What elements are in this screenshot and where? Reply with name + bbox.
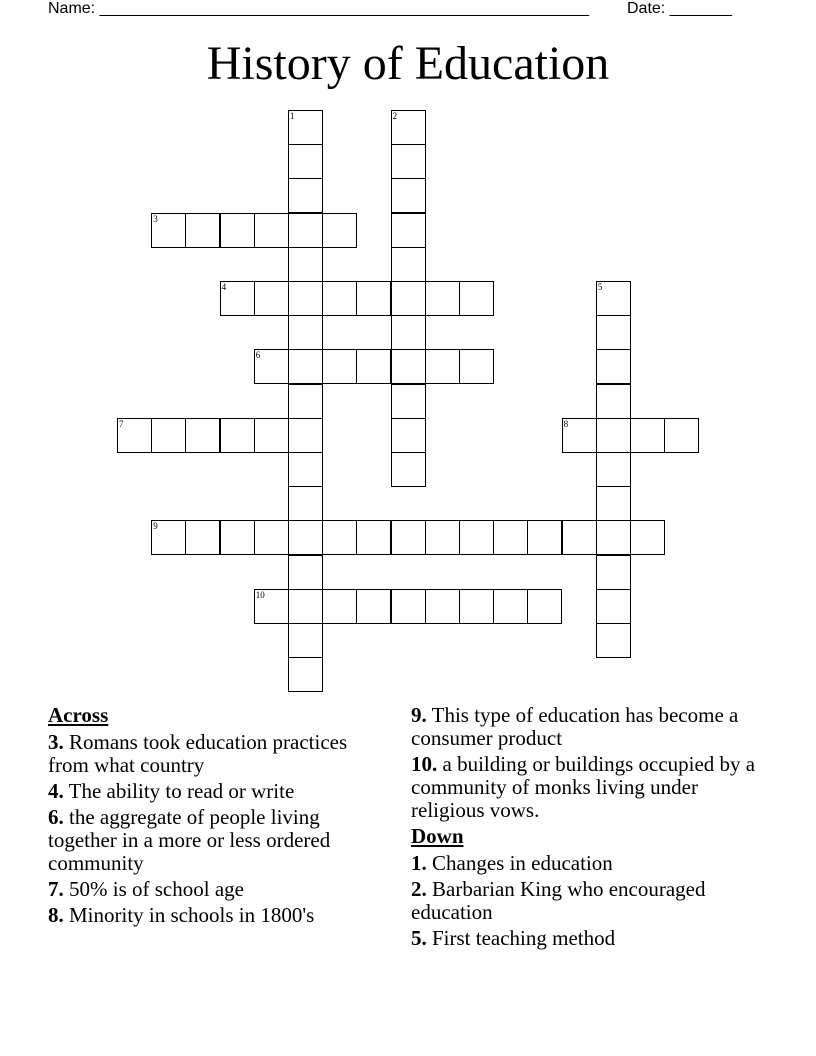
- grid-cell[interactable]: [185, 213, 220, 248]
- grid-cell[interactable]: [664, 418, 699, 453]
- grid-cell[interactable]: [322, 520, 357, 555]
- grid-cell[interactable]: [288, 589, 323, 624]
- grid-cell[interactable]: [254, 589, 289, 624]
- grid-cell[interactable]: [493, 520, 528, 555]
- grid-cell[interactable]: [391, 281, 426, 316]
- grid-cell[interactable]: [288, 520, 323, 555]
- grid-cell[interactable]: [425, 349, 460, 384]
- grid-cell[interactable]: [562, 520, 597, 555]
- grid-cell[interactable]: [288, 657, 323, 692]
- clue-across-7: [48, 878, 388, 901]
- grid-cell[interactable]: [117, 418, 152, 453]
- down-heading: Down: [411, 824, 464, 848]
- clue-number: 2.: [411, 877, 427, 901]
- grid-cell[interactable]: [596, 349, 631, 384]
- clue-number: 10.: [411, 752, 438, 776]
- grid-cell[interactable]: [425, 281, 460, 316]
- grid-cell[interactable]: [254, 418, 289, 453]
- grid-cell[interactable]: [391, 452, 426, 487]
- grid-cell[interactable]: [254, 520, 289, 555]
- grid-cell[interactable]: [322, 349, 357, 384]
- clue-across-9: [411, 704, 771, 750]
- grid-cell[interactable]: [356, 589, 391, 624]
- grid-cell[interactable]: [459, 520, 494, 555]
- grid-cell[interactable]: [391, 520, 426, 555]
- clue-number: 7.: [48, 877, 64, 901]
- grid-cell[interactable]: [425, 520, 460, 555]
- grid-cell[interactable]: [391, 384, 426, 419]
- clue-down-1: [411, 852, 771, 875]
- grid-cell[interactable]: [596, 384, 631, 419]
- clue-text: First teaching method: [432, 926, 616, 950]
- clue-across-6: [48, 806, 388, 875]
- grid-cell[interactable]: [151, 520, 186, 555]
- grid-cell[interactable]: [220, 281, 255, 316]
- cell-number: 4: [221, 282, 227, 292]
- page-title: History of Education: [206, 37, 610, 90]
- grid-cell[interactable]: [288, 418, 323, 453]
- cell-number: 2: [392, 111, 398, 121]
- grid-cell[interactable]: [288, 247, 323, 282]
- clue-text: Minority in schools in 1800's: [69, 903, 315, 927]
- clue-number: 1.: [411, 851, 427, 875]
- clue-across-4: [48, 780, 388, 803]
- grid-cell[interactable]: [459, 589, 494, 624]
- clue-across-10: [411, 753, 771, 822]
- clue-text: the aggregate of people living together in a more or less ordered community: [48, 805, 331, 875]
- clue-text: The ability to read or write: [68, 779, 295, 803]
- grid-cell[interactable]: [322, 213, 357, 248]
- clue-across-8: [48, 904, 388, 927]
- grid-cell[interactable]: [425, 589, 460, 624]
- clue-text: Barbarian King who encouraged education: [411, 877, 706, 924]
- grid-cell[interactable]: [391, 110, 426, 145]
- grid-cell[interactable]: [391, 589, 426, 624]
- clues-right-column: [411, 704, 771, 953]
- clue-text: a building or buildings occupied by a community of monks living under religious vows.: [411, 752, 756, 822]
- grid-cell[interactable]: [288, 452, 323, 487]
- clue-text: Romans took education practices from what country: [48, 730, 348, 777]
- grid-cell[interactable]: [596, 623, 631, 658]
- cell-number: 3: [153, 213, 158, 224]
- clue-number: 4.: [48, 779, 64, 803]
- clue-number: 9.: [411, 703, 427, 727]
- grid-cell[interactable]: [288, 349, 323, 384]
- clue-number: 8.: [48, 903, 64, 927]
- name-field-label[interactable]: Name: _______________________________________________________: [48, 0, 589, 17]
- grid-cell[interactable]: [220, 213, 255, 248]
- grid-cell[interactable]: [254, 349, 289, 384]
- grid-cell[interactable]: [596, 281, 631, 316]
- grid-cell[interactable]: [562, 418, 597, 453]
- grid-cell[interactable]: [596, 589, 631, 624]
- grid-cell[interactable]: [391, 178, 426, 213]
- grid-cell[interactable]: [596, 520, 631, 555]
- clue-text: Changes in education: [432, 851, 613, 875]
- grid-cell[interactable]: [288, 213, 323, 248]
- grid-cell[interactable]: [356, 349, 391, 384]
- grid-cell[interactable]: [459, 281, 494, 316]
- across-heading: Across: [48, 703, 109, 727]
- grid-cell[interactable]: [220, 418, 255, 453]
- grid-cell[interactable]: [391, 418, 426, 453]
- cell-number: 1: [290, 111, 295, 121]
- grid-cell[interactable]: [288, 281, 323, 316]
- cell-number: 8: [563, 418, 569, 429]
- grid-cell[interactable]: [391, 247, 426, 282]
- grid-cell[interactable]: [527, 520, 562, 555]
- grid-cell[interactable]: [254, 281, 289, 316]
- cell-number: 5: [597, 282, 603, 292]
- cell-number: 9: [153, 521, 158, 532]
- grid-cell[interactable]: [322, 589, 357, 624]
- grid-cell[interactable]: [493, 589, 528, 624]
- grid-cell[interactable]: [288, 384, 323, 419]
- grid-cell[interactable]: [596, 452, 631, 487]
- grid-cell[interactable]: [356, 520, 391, 555]
- clue-number: 6.: [48, 805, 64, 829]
- grid-cell[interactable]: [527, 589, 562, 624]
- clue-number: 5.: [411, 926, 427, 950]
- grid-cell[interactable]: [185, 520, 220, 555]
- grid-cell[interactable]: [391, 213, 426, 248]
- grid-cell[interactable]: [391, 349, 426, 384]
- grid-cell[interactable]: [288, 144, 323, 179]
- grid-cell[interactable]: [356, 281, 391, 316]
- grid-cell[interactable]: [630, 520, 665, 555]
- clue-number: 3.: [48, 730, 64, 754]
- clue-text: This type of education has become a consumer product: [411, 703, 739, 750]
- grid-cell[interactable]: [288, 623, 323, 658]
- grid-cell[interactable]: [288, 555, 323, 590]
- grid-cell[interactable]: [596, 555, 631, 590]
- grid-cell[interactable]: [391, 315, 426, 350]
- cell-number: 6: [255, 350, 261, 361]
- clue-down-5: [411, 927, 771, 950]
- clues-left-column: [48, 704, 388, 930]
- clue-across-3: [48, 731, 388, 777]
- grid-cell[interactable]: [288, 178, 323, 213]
- grid-cell[interactable]: [288, 315, 323, 350]
- cell-number: 7: [119, 418, 124, 429]
- grid-cell[interactable]: [254, 213, 289, 248]
- grid-cell[interactable]: [391, 144, 426, 179]
- date-field-label[interactable]: Date: _______: [627, 0, 732, 17]
- grid-cell[interactable]: [288, 110, 323, 145]
- cell-number: 10: [255, 589, 265, 600]
- grid-cell[interactable]: [185, 418, 220, 453]
- clue-down-2: [411, 878, 771, 924]
- grid-cell[interactable]: [322, 281, 357, 316]
- grid-cell[interactable]: [220, 520, 255, 555]
- clue-text: 50% is of school age: [69, 877, 244, 901]
- grid-cell[interactable]: [630, 418, 665, 453]
- grid-cell[interactable]: [596, 486, 631, 521]
- grid-cell[interactable]: [596, 315, 631, 350]
- grid-cell[interactable]: [596, 418, 631, 453]
- grid-cell[interactable]: [459, 349, 494, 384]
- grid-cell[interactable]: [151, 213, 186, 248]
- grid-cell[interactable]: [288, 486, 323, 521]
- grid-cell[interactable]: [151, 418, 186, 453]
